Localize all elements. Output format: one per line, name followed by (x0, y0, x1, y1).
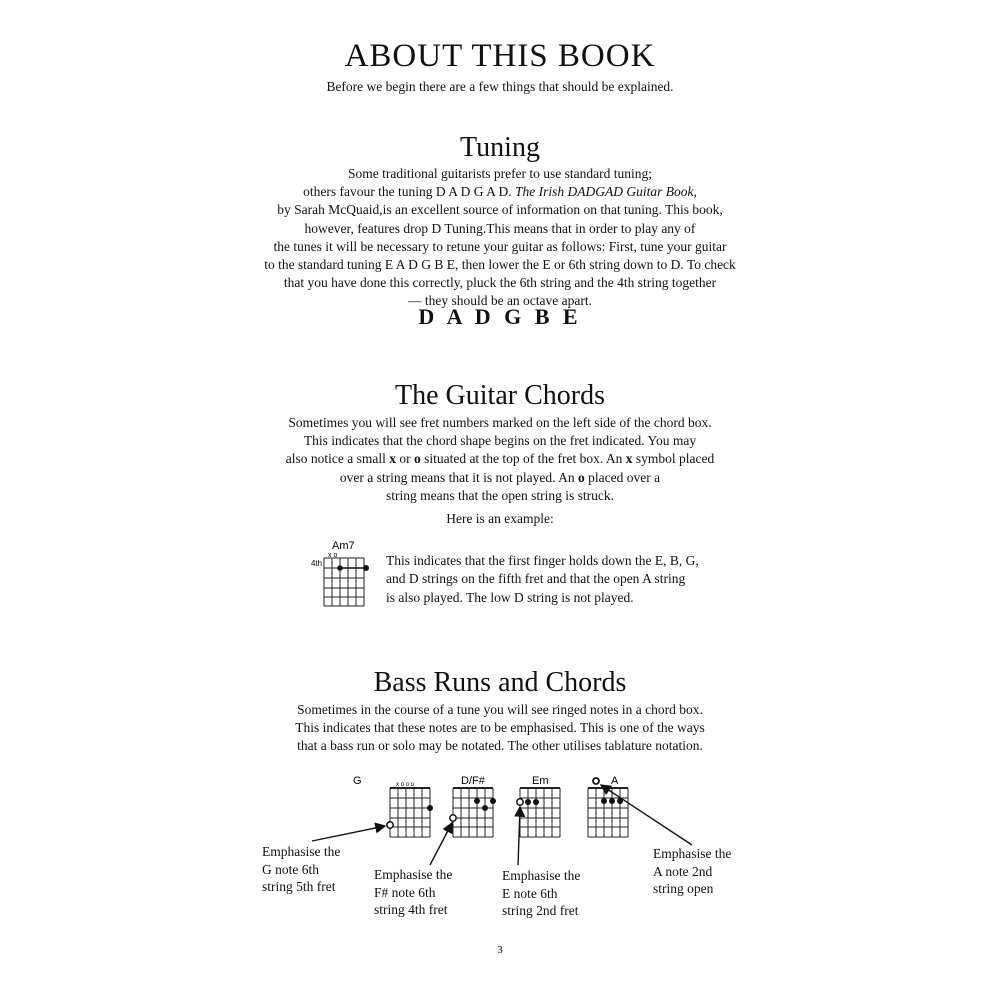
annotation-g-note: Emphasise the G note 6th string 5th fret (262, 844, 341, 894)
chord-diagram-d-f-sharp (450, 775, 496, 837)
tuning-line: others favour the tuning D A D G A D. The Irish DADGAD Guitar Book, (303, 184, 697, 200)
guitar-chords-heading: The Guitar Chords (395, 380, 605, 411)
chords-line: This indicates that the chord shape begins on the fret indicated. You may (303, 433, 697, 449)
chord-name: Em (532, 775, 549, 787)
chords-line: over a string means that it is not played. An o placed over a (339, 469, 661, 485)
tuning-line: the tunes it will be necessary to retune your guitar as follows: First, tune your guitar (273, 238, 727, 254)
tuning-line: however, features drop D Tuning.This means that in order to play any of (304, 220, 696, 236)
example-label: Here is an example: (446, 511, 554, 526)
tuning-line: Some traditional guitarists prefer to use standard tuning; (347, 166, 653, 181)
annotation-f-sharp-note: Emphasise the F# note 6th string 4th fret (374, 867, 453, 917)
chord-top-marks: x o (328, 552, 338, 559)
chord-diagram-g (353, 775, 433, 837)
chord-diagram-a (588, 775, 628, 837)
tuning-line: that you have done this correctly, pluck the 6th string and the 4th string together (283, 275, 717, 291)
page-number: 3 (497, 944, 503, 956)
annotation-arrows (312, 785, 692, 865)
tuning-paragraph (0, 165, 1000, 311)
book-title: The Irish DADGAD Guitar Book (515, 184, 694, 200)
chords-line: also notice a small x or o situated at the top of the fret box. An x symbol placed (285, 451, 715, 467)
bass-runs-heading: Bass Runs and Chords (373, 667, 627, 698)
tuning-line: by Sarah McQuaid,is an excellent source of information on that tuning. This book, (277, 202, 723, 218)
chords-line: Sometimes you will see fret numbers marked on the left side of the chord box. (288, 415, 712, 430)
fret-label: 4th (311, 559, 323, 568)
fretboard-grid (324, 558, 364, 606)
chord-name: A (611, 775, 619, 787)
tuning-heading: Tuning (460, 132, 540, 163)
chords-line: string means that the open string is struck. (386, 487, 614, 503)
guitar-chords-paragraph (0, 414, 1000, 505)
chord-name: G (353, 775, 362, 787)
tuning-notes: D A D G B E (418, 304, 582, 329)
tuning-line: to the standard tuning E A D G B E, then lower the E or 6th string down to D. To check (264, 257, 736, 273)
annotation-a-note: Emphasise the A note 2nd string open (653, 846, 732, 896)
tuning-line: — they should be an octave apart. (407, 293, 593, 309)
example-description: This indicates that the first finger holds down the E, B, G, and D strings on the fifth fret and that the open A string is also played. The low D string is not played. (386, 553, 699, 605)
chord-top-marks: x o o o (396, 782, 415, 788)
chord-name: D/F# (461, 775, 485, 787)
chord-diagram-em (517, 775, 560, 837)
page-title: ABOUT THIS BOOK (344, 38, 656, 74)
bass-runs-paragraph: Sometimes in the course of a tune you will see ringed notes in a chord box. This indicates that these notes are to be emphasised. This is one of the ways that a bass run or solo may be notated. The other utilises tablature notation. (295, 702, 705, 754)
finger-dot (363, 565, 369, 571)
annotation-e-note: Emphasise the E note 6th string 2nd fret (502, 868, 581, 918)
am7-chord-diagram (308, 536, 378, 610)
intro-text: Before we begin there are a few things that should be explained. (326, 79, 674, 94)
chord-name: Am7 (332, 540, 355, 552)
